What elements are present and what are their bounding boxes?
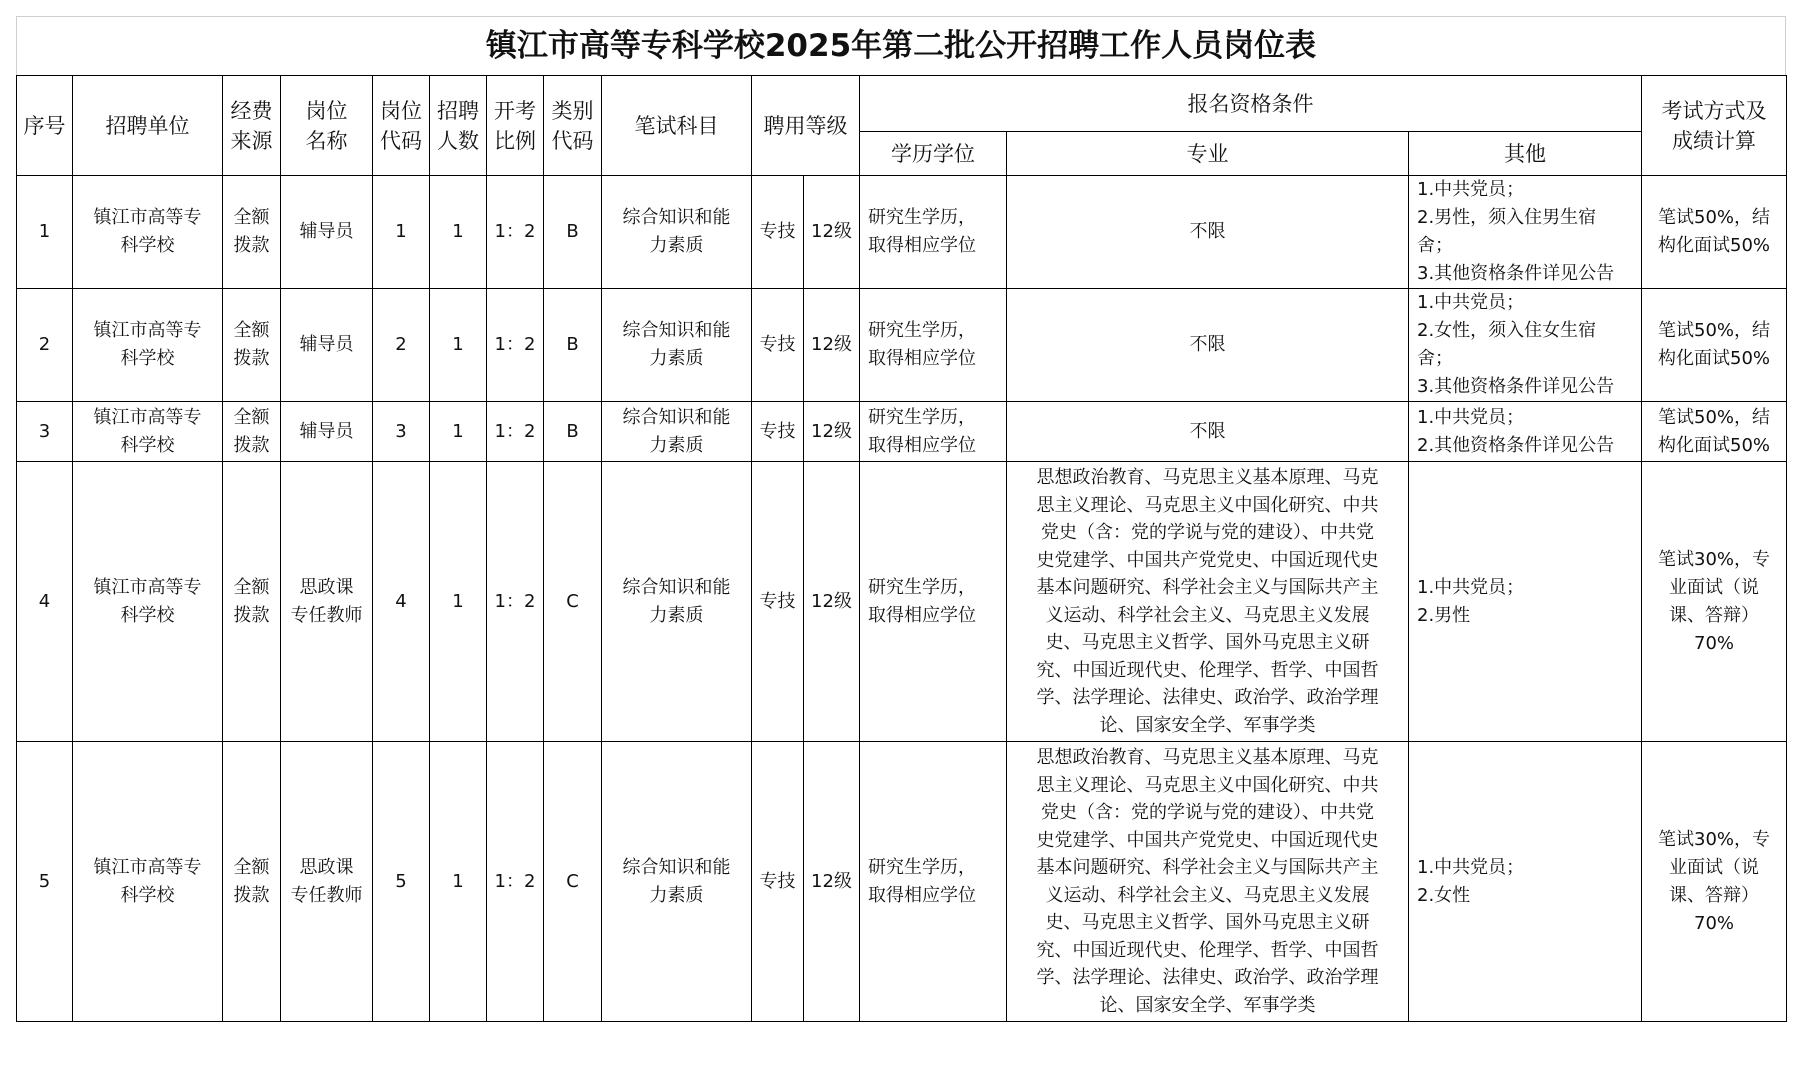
text-line: 2.其他资格条件详见公告 xyxy=(1417,434,1615,456)
text-line: 镇江市高等专 xyxy=(93,856,202,878)
text-line: 科学校 xyxy=(120,235,175,256)
ratio-cell: 1：2 xyxy=(487,176,544,289)
text-line: 3.其他资格条件详见公告 xyxy=(1417,263,1615,284)
text-line: 笔试科目 xyxy=(634,113,719,138)
text-line: 不限 xyxy=(1189,334,1226,356)
text-line: 拨款 xyxy=(233,235,270,256)
header-qualifications xyxy=(860,76,1642,132)
ratio-cell: 1：2 xyxy=(487,462,544,742)
text-line: 2.男性，须入住男生宿 xyxy=(1417,207,1597,228)
text-line: 开考 xyxy=(494,98,536,123)
text-line: 研究生学历， xyxy=(868,207,976,228)
header-seq xyxy=(17,76,73,176)
header-education xyxy=(860,132,1007,176)
text-line: 论、国家安全学、军事学类 xyxy=(1099,994,1316,1016)
text-line: 全额 xyxy=(233,406,270,428)
text-line: 基本问题研究、科学社会主义与国际共产主 xyxy=(1036,857,1379,878)
text-line: 2.男性 xyxy=(1417,604,1471,626)
exam-method-cell xyxy=(1642,402,1787,462)
text-line: 取得相应学位 xyxy=(868,434,976,456)
other-cell xyxy=(1409,462,1642,742)
text-line: 镇江市高等专 xyxy=(93,320,202,341)
text-line: 辅导员 xyxy=(299,420,354,442)
text-line: 学历学位 xyxy=(891,141,975,166)
text-line: 聘用等级 xyxy=(763,113,848,138)
text-line: 专任教师 xyxy=(290,604,363,626)
count-cell: 1 xyxy=(430,742,487,1022)
text-line: 拨款 xyxy=(233,434,270,456)
other-cell xyxy=(1409,176,1642,289)
header-unit xyxy=(73,76,223,176)
major-cell xyxy=(1007,402,1409,462)
unit-cell xyxy=(73,742,223,1022)
education-cell xyxy=(860,402,1007,462)
exam-method-cell xyxy=(1642,742,1787,1022)
text-line: 序号 xyxy=(23,113,66,138)
text-line: 科学校 xyxy=(120,348,175,369)
text-line: 研究生学历， xyxy=(868,576,976,598)
text-line: 力素质 xyxy=(649,604,704,626)
seq-cell: 2 xyxy=(17,289,73,402)
exam-method-cell xyxy=(1642,462,1787,742)
education-cell xyxy=(860,742,1007,1022)
text-line: 课、答辩） xyxy=(1669,604,1760,626)
text-line: 3.其他资格条件详见公告 xyxy=(1417,376,1615,397)
post-name-cell xyxy=(281,289,373,402)
text-line: 论、国家安全学、军事学类 xyxy=(1099,714,1316,736)
grade-type-cell: 专技 xyxy=(752,402,804,462)
grade-type-cell: 专技 xyxy=(752,742,804,1022)
text-line: 思政课 xyxy=(299,576,354,598)
grade-type-cell: 专技 xyxy=(752,176,804,289)
post-code-cell: 4 xyxy=(373,462,430,742)
header-post-code xyxy=(373,76,430,176)
text-line: 研究生学历， xyxy=(868,406,976,428)
table-body xyxy=(17,176,1787,1022)
page-title: 镇江市高等专科学校2025年第二批公开招聘工作人员岗位表 xyxy=(16,16,1786,75)
category-cell: B xyxy=(544,289,602,402)
text-line: 拨款 xyxy=(233,884,270,906)
text-line: 思想政治教育、马克思主义基本原理、马克 xyxy=(1036,467,1379,488)
text-line: 招聘单位 xyxy=(105,113,190,138)
text-line: 综合知识和能 xyxy=(622,856,731,878)
text-line: 义运动、科学社会主义、马克思主义发展 xyxy=(1045,604,1370,626)
text-line: 究、中国近现代史、伦理学、哲学、中国哲 xyxy=(1036,659,1379,681)
text-line: 70% xyxy=(1694,912,1735,934)
text-line: 究、中国近现代史、伦理学、哲学、中国哲 xyxy=(1036,939,1379,961)
other-cell xyxy=(1409,742,1642,1022)
text-line: 2.女性，须入住女生宿 xyxy=(1417,320,1597,341)
written-subject-cell xyxy=(602,176,752,289)
ratio-cell: 1：2 xyxy=(487,742,544,1022)
unit-cell xyxy=(73,289,223,402)
table-row xyxy=(17,402,1787,462)
grade-level-cell: 12级 xyxy=(804,176,860,289)
text-line: 不限 xyxy=(1189,420,1226,442)
text-line: 1.中共党员； xyxy=(1417,292,1525,313)
funding-cell xyxy=(223,402,281,462)
written-subject-cell xyxy=(602,289,752,402)
count-cell: 1 xyxy=(430,176,487,289)
text-line: 思想政治教育、马克思主义基本原理、马克 xyxy=(1036,747,1379,768)
category-cell: C xyxy=(544,462,602,742)
text-line: 业面试（说 xyxy=(1669,576,1760,598)
other-cell xyxy=(1409,289,1642,402)
seq-cell: 4 xyxy=(17,462,73,742)
text-line: 取得相应学位 xyxy=(868,604,976,626)
text-line: 史、马克思主义哲学、国外马克思主义研 xyxy=(1045,632,1370,653)
major-cell xyxy=(1007,462,1409,742)
text-line: 全额 xyxy=(233,207,270,228)
text-line: 舍； xyxy=(1417,235,1453,256)
ratio-cell: 1：2 xyxy=(487,402,544,462)
text-line: 成绩计算 xyxy=(1672,128,1757,153)
text-line: 取得相应学位 xyxy=(868,348,976,369)
text-line: 专任教师 xyxy=(290,884,363,906)
text-line: 课、答辩） xyxy=(1669,884,1760,906)
post-code-cell: 2 xyxy=(373,289,430,402)
header-grade xyxy=(752,76,860,176)
text-line: 学、法学理论、法律史、政治学、政治学理 xyxy=(1036,967,1379,988)
text-line: 力素质 xyxy=(649,884,704,906)
funding-cell xyxy=(223,176,281,289)
job-positions-table xyxy=(16,75,1787,1022)
text-line: 1.中共党员； xyxy=(1417,406,1525,428)
text-line: 科学校 xyxy=(120,884,175,906)
text-line: 研究生学历， xyxy=(868,320,976,341)
text-line: 研究生学历， xyxy=(868,856,976,878)
text-line: 招聘 xyxy=(437,98,479,123)
funding-cell xyxy=(223,462,281,742)
count-cell: 1 xyxy=(430,289,487,402)
text-line: 岗位 xyxy=(305,98,348,123)
other-cell xyxy=(1409,402,1642,462)
text-line: 1.中共党员； xyxy=(1417,856,1525,878)
text-line: 其他 xyxy=(1504,141,1547,166)
grade-level-cell: 12级 xyxy=(804,289,860,402)
unit-cell xyxy=(73,462,223,742)
text-line: 1.中共党员； xyxy=(1417,576,1525,598)
text-line: 岗位 xyxy=(380,98,422,123)
header-other xyxy=(1409,132,1642,176)
grade-level-cell: 12级 xyxy=(804,402,860,462)
text-line: 代码 xyxy=(551,128,594,153)
ratio-cell: 1：2 xyxy=(487,289,544,402)
text-line: 2.女性 xyxy=(1417,884,1471,906)
text-line: 义运动、科学社会主义、马克思主义发展 xyxy=(1045,884,1370,906)
text-line: 镇江市高等专 xyxy=(93,406,202,428)
grade-level-cell: 12级 xyxy=(804,742,860,1022)
text-line: 笔试30%，专 xyxy=(1658,828,1771,850)
text-line: 1.中共党员； xyxy=(1417,179,1525,200)
table-row xyxy=(17,289,1787,402)
text-line: 经费 xyxy=(230,98,273,123)
grade-type-cell: 专技 xyxy=(752,289,804,402)
text-line: 来源 xyxy=(230,128,273,153)
text-line: 力素质 xyxy=(649,235,704,256)
seq-cell: 3 xyxy=(17,402,73,462)
table-row xyxy=(17,742,1787,1022)
text-line: 全额 xyxy=(233,576,270,598)
text-line: 综合知识和能 xyxy=(622,406,731,428)
post-name-cell xyxy=(281,176,373,289)
text-line: 人数 xyxy=(437,128,479,153)
text-line: 综合知识和能 xyxy=(622,320,731,341)
major-cell xyxy=(1007,742,1409,1022)
grade-level-cell: 12级 xyxy=(804,462,860,742)
seq-cell: 1 xyxy=(17,176,73,289)
text-line: 力素质 xyxy=(649,348,704,369)
text-line: 史党建学、中国共产党党史、中国近现代史 xyxy=(1036,549,1379,571)
education-cell xyxy=(860,176,1007,289)
post-name-cell xyxy=(281,402,373,462)
text-line: 代码 xyxy=(380,128,422,153)
unit-cell xyxy=(73,176,223,289)
exam-method-cell xyxy=(1642,289,1787,402)
category-cell: B xyxy=(544,402,602,462)
table-row xyxy=(17,462,1787,742)
written-subject-cell xyxy=(602,742,752,1022)
text-line: 思主义理论、马克思主义中国化研究、中共 xyxy=(1036,774,1379,796)
text-line: 全额 xyxy=(233,856,270,878)
post-code-cell: 5 xyxy=(373,742,430,1022)
text-line: 学、法学理论、法律史、政治学、政治学理 xyxy=(1036,687,1379,708)
text-line: 基本问题研究、科学社会主义与国际共产主 xyxy=(1036,577,1379,598)
education-cell xyxy=(860,462,1007,742)
category-cell: C xyxy=(544,742,602,1022)
header-post-name xyxy=(281,76,373,176)
text-line: 构化面试50% xyxy=(1658,235,1771,256)
header-major xyxy=(1007,132,1409,176)
post-name-cell xyxy=(281,742,373,1022)
text-line: 史、马克思主义哲学、国外马克思主义研 xyxy=(1045,912,1370,933)
post-code-cell: 3 xyxy=(373,402,430,462)
text-line: 取得相应学位 xyxy=(868,884,976,906)
count-cell: 1 xyxy=(430,402,487,462)
text-line: 综合知识和能 xyxy=(622,576,731,598)
count-cell: 1 xyxy=(430,462,487,742)
text-line: 拨款 xyxy=(233,348,270,369)
text-line: 笔试50%，结 xyxy=(1658,207,1771,228)
text-line: 名称 xyxy=(305,128,348,153)
text-line: 考试方式及 xyxy=(1661,98,1767,123)
category-cell: B xyxy=(544,176,602,289)
text-line: 不限 xyxy=(1189,221,1226,243)
written-subject-cell xyxy=(602,462,752,742)
header-exam-method xyxy=(1642,76,1787,176)
table-row xyxy=(17,176,1787,289)
text-line: 史党建学、中国共产党党史、中国近现代史 xyxy=(1036,829,1379,851)
text-line: 力素质 xyxy=(649,434,704,456)
text-line: 党史（含：党的学说与党的建设）、中共党 xyxy=(1041,522,1374,543)
header-count xyxy=(430,76,487,176)
education-cell xyxy=(860,289,1007,402)
text-line: 70% xyxy=(1694,632,1735,654)
post-code-cell: 1 xyxy=(373,176,430,289)
text-line: 思主义理论、马克思主义中国化研究、中共 xyxy=(1036,494,1379,516)
text-line: 笔试30%，专 xyxy=(1658,548,1771,570)
seq-cell: 5 xyxy=(17,742,73,1022)
text-line: 业面试（说 xyxy=(1669,856,1760,878)
text-line: 取得相应学位 xyxy=(868,235,976,256)
text-line: 科学校 xyxy=(120,434,175,456)
text-line: 思政课 xyxy=(299,856,354,878)
text-line: 辅导员 xyxy=(299,221,354,242)
header-ratio xyxy=(487,76,544,176)
text-line: 构化面试50% xyxy=(1658,348,1771,369)
major-cell xyxy=(1007,176,1409,289)
text-line: 拨款 xyxy=(233,604,270,626)
exam-method-cell xyxy=(1642,176,1787,289)
funding-cell xyxy=(223,289,281,402)
text-line: 比例 xyxy=(494,128,536,153)
job-table-sheet xyxy=(16,16,1786,1022)
text-line: 笔试50%，结 xyxy=(1658,320,1771,341)
text-line: 构化面试50% xyxy=(1658,434,1771,456)
text-line: 辅导员 xyxy=(299,334,354,355)
text-line: 科学校 xyxy=(120,604,175,626)
text-line: 舍； xyxy=(1417,348,1453,369)
written-subject-cell xyxy=(602,402,752,462)
header-funding xyxy=(223,76,281,176)
funding-cell xyxy=(223,742,281,1022)
text-line: 党史（含：党的学说与党的建设）、中共党 xyxy=(1041,802,1374,823)
major-cell xyxy=(1007,289,1409,402)
header-written-subject xyxy=(602,76,752,176)
text-line: 类别 xyxy=(551,98,594,123)
text-line: 全额 xyxy=(233,320,270,341)
text-line: 报名资格条件 xyxy=(1187,91,1314,116)
grade-type-cell: 专技 xyxy=(752,462,804,742)
text-line: 镇江市高等专 xyxy=(93,207,202,228)
unit-cell xyxy=(73,402,223,462)
text-line: 笔试50%，结 xyxy=(1658,406,1771,428)
header-category xyxy=(544,76,602,176)
text-line: 镇江市高等专 xyxy=(93,576,202,598)
post-name-cell xyxy=(281,462,373,742)
text-line: 综合知识和能 xyxy=(622,207,731,228)
text-line: 专业 xyxy=(1186,141,1229,166)
